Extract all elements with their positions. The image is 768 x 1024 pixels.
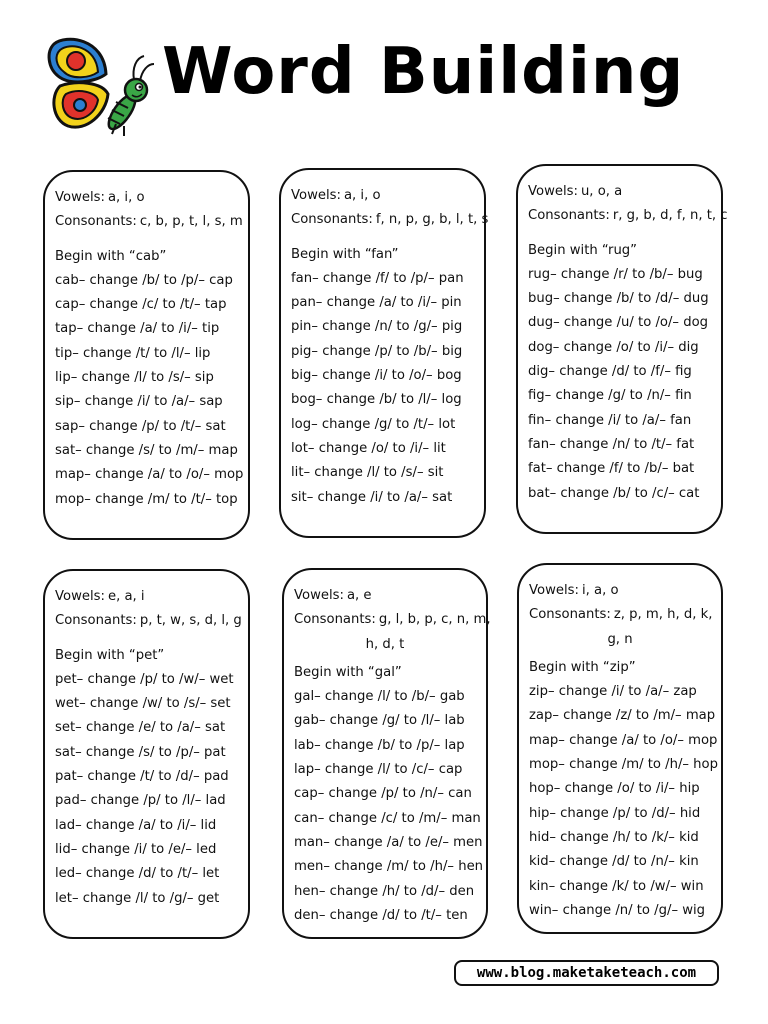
change-line: map– change /a/ to /o/– mop bbox=[55, 467, 244, 483]
word-card-fan bbox=[279, 168, 489, 538]
change-line: dog– change /o/ to /i/– dig bbox=[528, 339, 699, 355]
change-line: tap– change /a/ to /i/– tip bbox=[55, 321, 220, 337]
change-line: bog– change /b/ to /l/– log bbox=[291, 392, 462, 408]
consonants-label: Consonants: bbox=[291, 212, 373, 228]
change-line: fan– change /f/ to /p/– pan bbox=[291, 270, 464, 286]
consonants-line bbox=[294, 608, 491, 632]
vowels-value: i, a, o bbox=[581, 583, 619, 598]
change-line: pan– change /a/ to /i/– pin bbox=[291, 295, 462, 311]
change-line: pad– change /p/ to /l/– lad bbox=[55, 793, 226, 809]
consonants-label: Consonants: bbox=[55, 613, 137, 629]
change-line: win– change /n/ to /g/– wig bbox=[529, 902, 706, 918]
change-line: kin– change /k/ to /w/– win bbox=[529, 878, 704, 894]
begin-with: Begin with “pet” bbox=[55, 647, 165, 663]
vowels-label: Vowels: bbox=[55, 190, 105, 205]
vowels-line bbox=[528, 180, 711, 204]
change-line: rug– change /r/ to /b/– bug bbox=[528, 266, 703, 282]
change-line: den– change /d/ to /t/– ten bbox=[294, 907, 468, 923]
change-line: fin– change /i/ to /a/– fan bbox=[528, 412, 692, 428]
consonants-line bbox=[291, 208, 489, 232]
vowels-value: u, o, a bbox=[580, 184, 623, 199]
vowels-label: Vowels: bbox=[291, 188, 341, 203]
change-line: zip– change /i/ to /a/– zap bbox=[529, 684, 697, 700]
change-line: hen– change /h/ to /d/– den bbox=[294, 883, 475, 899]
change-line: bug– change /b/ to /d/– dug bbox=[528, 291, 709, 307]
change-line: mop– change /m/ to /h/– hop bbox=[529, 757, 718, 773]
change-line: dig– change /d/ to /f/– fig bbox=[528, 364, 692, 380]
vowels-value: a, i, o bbox=[343, 188, 381, 203]
change-line: lid– change /i/ to /e/– led bbox=[55, 841, 217, 857]
change-line: man– change /a/ to /e/– men bbox=[294, 834, 483, 850]
consonants-continued: h, d, t bbox=[365, 636, 405, 652]
change-line: wet– change /w/ to /s/– set bbox=[55, 696, 231, 712]
word-card-rug bbox=[516, 164, 728, 534]
begin-with: Begin with “gal” bbox=[294, 664, 402, 680]
begin-with: Begin with “zip” bbox=[529, 659, 636, 675]
consonants-value: c, b, p, t, l, s, m bbox=[139, 214, 243, 230]
change-line: pat– change /t/ to /d/– pad bbox=[55, 769, 229, 785]
word-card-gal bbox=[282, 568, 491, 939]
consonants-continued: g, n bbox=[607, 631, 633, 647]
consonants-label: Consonants: bbox=[529, 607, 611, 623]
change-line: fig– change /g/ to /n/– fin bbox=[528, 388, 692, 404]
change-line: pig– change /p/ to /b/– big bbox=[291, 343, 463, 359]
change-line: dug– change /u/ to /o/– dog bbox=[528, 315, 709, 331]
change-line: let– change /l/ to /g/– get bbox=[55, 890, 220, 906]
change-line: gal– change /l/ to /b/– gab bbox=[294, 689, 465, 705]
consonants-value: g, l, b, p, c, n, m, bbox=[378, 612, 491, 628]
word-card-cab bbox=[43, 170, 250, 540]
consonants-value: z, p, m, h, d, k, bbox=[613, 607, 713, 623]
change-line: pin– change /n/ to /g/– pig bbox=[291, 319, 463, 335]
vowels-line bbox=[529, 579, 711, 603]
consonants-value: r, g, b, d, f, n, t, c bbox=[612, 208, 728, 224]
consonants-value: f, n, p, g, b, l, t, s bbox=[375, 212, 489, 228]
change-line: kid– change /d/ to /n/– kin bbox=[529, 854, 699, 870]
vowels-label: Vowels: bbox=[55, 589, 105, 604]
begin-with: Begin with “fan” bbox=[291, 246, 399, 262]
website-link[interactable]: www.blog.maketaketeach.com bbox=[454, 960, 719, 986]
begin-with: Begin with “rug” bbox=[528, 242, 638, 258]
change-line: lab– change /b/ to /p/– lap bbox=[294, 737, 465, 753]
begin-with: Begin with “cab” bbox=[55, 248, 167, 264]
change-line: lip– change /l/ to /s/– sip bbox=[55, 370, 214, 386]
change-line: pet– change /p/ to /w/– wet bbox=[55, 671, 234, 687]
vowels-line bbox=[55, 585, 238, 609]
butterfly-icon bbox=[46, 34, 156, 140]
vowels-value: a, e bbox=[346, 588, 372, 603]
change-line: big– change /i/ to /o/– bog bbox=[291, 368, 462, 384]
consonants-value: p, t, w, s, d, l, g bbox=[139, 613, 242, 629]
consonants-label: Consonants: bbox=[294, 612, 376, 628]
change-line: can– change /c/ to /m/– man bbox=[294, 810, 481, 826]
consonants-label: Consonants: bbox=[55, 214, 137, 230]
consonants-line bbox=[528, 204, 728, 228]
change-line: map– change /a/ to /o/– mop bbox=[529, 732, 718, 748]
change-line: led– change /d/ to /t/– let bbox=[55, 866, 220, 882]
change-line: tip– change /t/ to /l/– lip bbox=[55, 345, 211, 361]
change-line: sat– change /s/ to /p/– pat bbox=[55, 744, 226, 760]
change-line: lad– change /a/ to /i/– lid bbox=[55, 817, 217, 833]
change-line: cap– change /p/ to /n/– can bbox=[294, 786, 472, 802]
change-line: hid– change /h/ to /k/– kid bbox=[529, 829, 699, 845]
vowels-value: a, i, o bbox=[107, 190, 145, 205]
page-header bbox=[0, 0, 768, 160]
change-line: sat– change /s/ to /m/– map bbox=[55, 442, 238, 458]
change-line: set– change /e/ to /a/– sat bbox=[55, 720, 226, 736]
vowels-label: Vowels: bbox=[529, 583, 579, 598]
word-card-zip bbox=[517, 563, 723, 934]
change-line: lap– change /l/ to /c/– cap bbox=[294, 762, 463, 778]
word-card-pet bbox=[43, 569, 250, 939]
change-line: hop– change /o/ to /i/– hip bbox=[529, 781, 700, 797]
consonants-label: Consonants: bbox=[528, 208, 610, 224]
change-line: mop– change /m/ to /t/– top bbox=[55, 491, 238, 507]
vowels-label: Vowels: bbox=[294, 588, 344, 603]
change-line: gab– change /g/ to /l/– lab bbox=[294, 713, 465, 729]
change-line: hip– change /p/ to /d/– hid bbox=[529, 805, 701, 821]
vowels-value: e, a, i bbox=[107, 589, 145, 604]
change-line: cab– change /b/ to /p/– cap bbox=[55, 272, 233, 288]
change-line: sit– change /i/ to /a/– sat bbox=[291, 489, 453, 505]
consonants-line bbox=[55, 609, 242, 633]
vowels-line bbox=[291, 184, 474, 208]
vowels-line bbox=[294, 584, 476, 608]
change-line: log– change /g/ to /t/– lot bbox=[291, 416, 456, 432]
change-line: cap– change /c/ to /t/– tap bbox=[55, 297, 227, 313]
change-line: bat– change /b/ to /c/– cat bbox=[528, 485, 700, 501]
change-line: zap– change /z/ to /m/– map bbox=[529, 708, 716, 724]
vowels-label: Vowels: bbox=[528, 184, 578, 199]
change-line: fan– change /n/ to /t/– fat bbox=[528, 436, 695, 452]
change-line: men– change /m/ to /h/– hen bbox=[294, 859, 484, 875]
change-line: lit– change /l/ to /s/– sit bbox=[291, 465, 444, 481]
change-line: fat– change /f/ to /b/– bat bbox=[528, 461, 695, 477]
vowels-line bbox=[55, 186, 238, 210]
change-line: sip– change /i/ to /a/– sap bbox=[55, 394, 223, 410]
change-line: lot– change /o/ to /i/– lit bbox=[291, 440, 446, 456]
consonants-line bbox=[55, 210, 243, 234]
change-line: sap– change /p/ to /t/– sat bbox=[55, 418, 226, 434]
page-title: Word Building bbox=[162, 35, 685, 109]
consonants-line bbox=[529, 603, 711, 627]
